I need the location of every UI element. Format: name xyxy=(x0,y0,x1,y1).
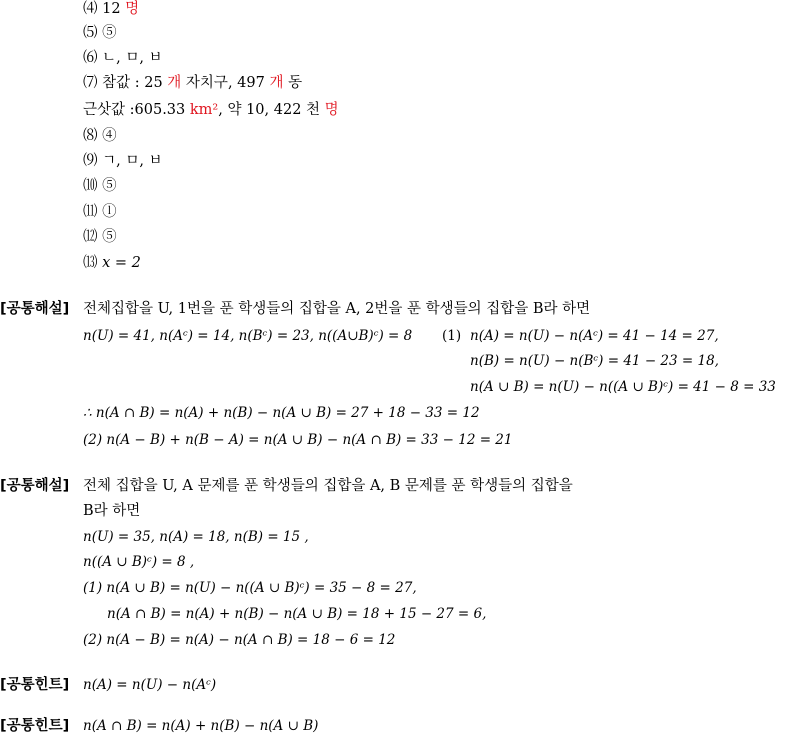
answer-item: ⑸ ⑤ xyxy=(83,25,117,41)
hint-label: [공통힌트] xyxy=(0,677,70,693)
answer-item: ⑼ ㄱ, ㅁ, ㅂ xyxy=(83,153,163,169)
equation: n(A) = n(U) − n(Aᶜ) = 41 − 14 = 27, xyxy=(470,328,719,344)
given-values: n((A ∪ B)ᶜ) = 8 , xyxy=(83,554,195,570)
equation: n(A ∪ B) = n(U) − n((A ∪ B)ᶜ) = 41 − 8 = 33 xyxy=(470,379,776,395)
section-intro: B라 하면 xyxy=(83,503,141,519)
equation: (2) n(A − B) + n(B − A) = n(A ∪ B) − n(A ∩ B) = 33 − 12 = 21 xyxy=(83,432,513,448)
section-label: [공통해설] xyxy=(0,478,70,494)
section-label: [공통해설] xyxy=(0,301,70,317)
section-intro: 전체 집합을 U, A 문제를 푼 학생들의 집합을 A, B 문제를 푼 학생들의 집합을 xyxy=(83,478,573,494)
answer-item: ⑷ 12 명 xyxy=(83,1,140,17)
hint-formula: n(A ∩ B) = n(A) + n(B) − n(A ∪ B) xyxy=(83,718,319,734)
hint-formula: n(A) = n(U) − n(Aᶜ) xyxy=(83,677,217,693)
equation: (2) n(A − B) = n(A) − n(A ∩ B) = 18 − 6 = 12 xyxy=(83,632,396,648)
part-1-tag: (1) xyxy=(442,328,462,344)
answer-item: ⑽ ⑤ xyxy=(83,178,117,194)
answer-item: ⒀ x = 2 xyxy=(83,255,141,271)
answer-item: 근삿값 :605.33 km², 약 10, 422 천 명 xyxy=(83,102,339,118)
equation: n(A ∩ B) = n(A) + n(B) − n(A ∪ B) = 18 + 15 − 27 = 6, xyxy=(107,606,487,622)
equation: n(B) = n(U) − n(Bᶜ) = 41 − 23 = 18, xyxy=(470,353,719,369)
answer-item: ⑿ ⑤ xyxy=(83,229,117,245)
answer-item: ⑻ ④ xyxy=(83,128,117,144)
answer-item: ⑹ ㄴ, ㅁ, ㅂ xyxy=(83,50,163,66)
hint-label: [공통힌트] xyxy=(0,718,70,734)
answer-item: ⑺ 참값 : 25 개 자치구, 497 개 동 xyxy=(83,75,303,91)
answer-item: ⑾ ⓛ xyxy=(83,204,117,220)
given-values: n(U) = 41, n(Aᶜ) = 14, n(Bᶜ) = 23, n((A∪B)ᶜ) = 8 xyxy=(83,328,413,344)
equation: ∴ n(A ∩ B) = n(A) + n(B) − n(A ∪ B) = 27 + 18 − 33 = 12 xyxy=(83,405,480,421)
equation: (1) n(A ∪ B) = n(U) − n((A ∪ B)ᶜ) = 35 − 8 = 27, xyxy=(83,580,417,596)
given-values: n(U) = 35, n(A) = 18, n(B) = 15 , xyxy=(83,529,309,545)
section-intro: 전체집합을 U, 1번을 푼 학생들의 집합을 A, 2번을 푼 학생들의 집합을 B라 하면 xyxy=(83,301,591,317)
